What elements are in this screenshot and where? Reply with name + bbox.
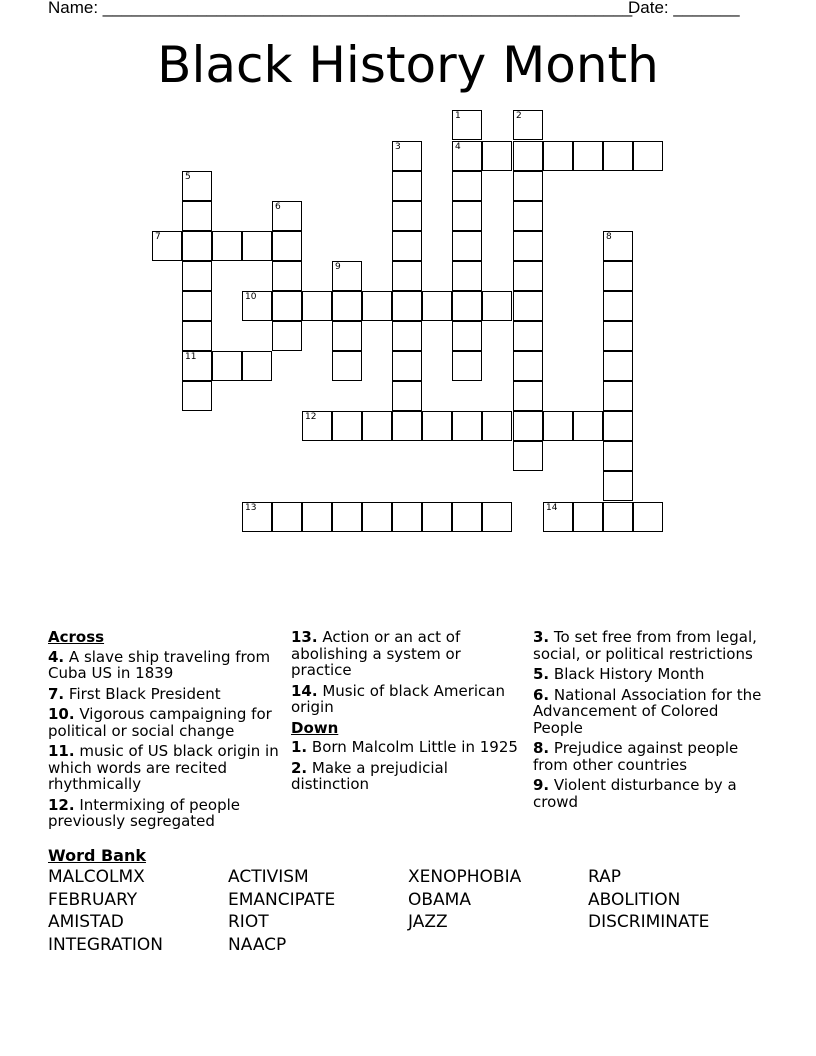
crossword-cell[interactable] bbox=[332, 411, 362, 441]
crossword-cell[interactable] bbox=[573, 502, 603, 532]
crossword-cell[interactable] bbox=[603, 441, 633, 471]
crossword-cell[interactable] bbox=[513, 261, 543, 291]
crossword-cell[interactable] bbox=[392, 351, 422, 381]
crossword-cell[interactable] bbox=[513, 110, 543, 140]
clue-column-2 bbox=[291, 629, 521, 797]
crossword-cell[interactable] bbox=[422, 502, 452, 532]
crossword-cell[interactable] bbox=[392, 381, 422, 411]
crossword-cell[interactable] bbox=[482, 502, 512, 532]
crossword-cell[interactable] bbox=[603, 502, 633, 532]
crossword-cell[interactable] bbox=[332, 291, 362, 321]
crossword-cell[interactable] bbox=[513, 321, 543, 351]
crossword-cell[interactable] bbox=[603, 381, 633, 411]
crossword-cell[interactable] bbox=[362, 502, 392, 532]
crossword-cell[interactable] bbox=[452, 502, 482, 532]
crossword-cell[interactable] bbox=[242, 502, 272, 532]
word-bank-item: NAACP bbox=[228, 935, 287, 955]
crossword-cell[interactable] bbox=[603, 321, 633, 351]
name-field-label[interactable]: Name: ________________________________________________________ bbox=[48, 0, 633, 17]
crossword-cell[interactable] bbox=[392, 291, 422, 321]
crossword-cell[interactable] bbox=[513, 351, 543, 381]
clue-down-3: 3. To set free from from legal, social, or political restrictions bbox=[533, 628, 757, 663]
crossword-cell[interactable] bbox=[482, 291, 512, 321]
clue-down-2: 2. Make a prejudicial distinction bbox=[291, 758, 448, 793]
cell-number: 9 bbox=[335, 262, 341, 272]
crossword-cell[interactable] bbox=[422, 411, 452, 441]
crossword-cell[interactable] bbox=[392, 261, 422, 291]
word-bank-item: ACTIVISM bbox=[228, 867, 309, 887]
crossword-cell[interactable] bbox=[603, 351, 633, 381]
clue-down-6: 6. National Association for the Advancement of Colored People bbox=[533, 685, 762, 737]
crossword-cell[interactable] bbox=[603, 261, 633, 291]
crossword-cell[interactable] bbox=[212, 231, 242, 261]
crossword-cell[interactable] bbox=[603, 291, 633, 321]
crossword-cell[interactable] bbox=[272, 201, 302, 231]
crossword-cell[interactable] bbox=[633, 141, 663, 171]
crossword-cell[interactable] bbox=[513, 381, 543, 411]
crossword-cell[interactable] bbox=[242, 351, 272, 381]
crossword-cell[interactable] bbox=[513, 291, 543, 321]
clue-down-9: 9. Violent disturbance by a crowd bbox=[533, 776, 737, 811]
crossword-cell[interactable] bbox=[272, 502, 302, 532]
crossword-cell[interactable] bbox=[182, 231, 212, 261]
crossword-cell[interactable] bbox=[212, 351, 242, 381]
crossword-cell[interactable] bbox=[452, 351, 482, 381]
crossword-cell[interactable] bbox=[603, 231, 633, 261]
crossword-cell[interactable] bbox=[482, 411, 512, 441]
crossword-cell[interactable] bbox=[452, 141, 482, 171]
crossword-cell[interactable] bbox=[332, 321, 362, 351]
crossword-cell[interactable] bbox=[182, 321, 212, 351]
clue-across-10: 10. Vigorous campaigning for political or social change bbox=[48, 705, 272, 740]
clue-column-3 bbox=[533, 629, 768, 814]
crossword-cell[interactable] bbox=[543, 502, 573, 532]
crossword-cell[interactable] bbox=[152, 231, 182, 261]
clue-down-8: 8. Prejudice against people from other countries bbox=[533, 739, 739, 774]
crossword-cell[interactable] bbox=[513, 411, 543, 441]
cell-number: 13 bbox=[245, 503, 257, 513]
word-bank-item: INTEGRATION bbox=[48, 935, 163, 955]
crossword-cell[interactable] bbox=[182, 171, 212, 201]
clue-across-12: 12. Intermixing of people previously segregated bbox=[48, 795, 240, 830]
word-bank-item: EMANCIPATE bbox=[228, 890, 336, 910]
crossword-cell[interactable] bbox=[302, 502, 332, 532]
clue-across-7: 7. First Black President bbox=[48, 684, 221, 703]
crossword-cell[interactable] bbox=[332, 261, 362, 291]
crossword-cell[interactable] bbox=[543, 141, 573, 171]
crossword-cell[interactable] bbox=[513, 201, 543, 231]
crossword-cell[interactable] bbox=[272, 231, 302, 261]
cell-number: 7 bbox=[155, 232, 161, 242]
cell-number: 5 bbox=[185, 172, 191, 182]
word-bank-item: XENOPHOBIA bbox=[408, 867, 522, 887]
crossword-cell[interactable] bbox=[332, 502, 362, 532]
cell-number: 14 bbox=[546, 503, 558, 513]
clue-down-5: 5. Black History Month bbox=[533, 665, 705, 683]
crossword-cell[interactable] bbox=[452, 411, 482, 441]
crossword-cell[interactable] bbox=[242, 291, 272, 321]
crossword-cell[interactable] bbox=[302, 411, 332, 441]
crossword-cell[interactable] bbox=[272, 321, 302, 351]
down-heading: Down bbox=[291, 718, 339, 737]
clue-column-1 bbox=[48, 629, 283, 834]
crossword-cell[interactable] bbox=[513, 171, 543, 201]
word-bank-item: DISCRIMINATE bbox=[588, 912, 710, 932]
crossword-cell[interactable] bbox=[452, 261, 482, 291]
word-bank-item: AMISTAD bbox=[48, 912, 124, 932]
crossword-cell[interactable] bbox=[573, 411, 603, 441]
crossword-cell[interactable] bbox=[332, 351, 362, 381]
crossword-cell[interactable] bbox=[452, 110, 482, 140]
crossword-cell[interactable] bbox=[182, 291, 212, 321]
cell-number: 8 bbox=[606, 232, 612, 242]
crossword-cell[interactable] bbox=[182, 351, 212, 381]
word-bank-item: MALCOLMX bbox=[48, 867, 145, 887]
word-bank-item: FEBRUARY bbox=[48, 890, 138, 910]
clue-across-4: 4. A slave ship traveling from Cuba US in 1839 bbox=[48, 647, 271, 682]
crossword-cell[interactable] bbox=[603, 471, 633, 501]
cell-number: 6 bbox=[275, 202, 281, 212]
cell-number: 4 bbox=[455, 142, 461, 152]
crossword-cell[interactable] bbox=[392, 201, 422, 231]
clue-across-13: 13. Action or an act of abolishing a system or practice bbox=[291, 628, 461, 679]
cell-number: 11 bbox=[185, 352, 197, 362]
crossword-cell[interactable] bbox=[392, 171, 422, 201]
crossword-cell[interactable] bbox=[392, 411, 422, 441]
crossword-cell[interactable] bbox=[422, 291, 452, 321]
cell-number: 2 bbox=[516, 111, 522, 121]
crossword-cell[interactable] bbox=[573, 141, 603, 171]
crossword-cell[interactable] bbox=[513, 441, 543, 471]
word-bank-item: RAP bbox=[588, 867, 622, 887]
crossword-cell[interactable] bbox=[603, 411, 633, 441]
cell-number: 10 bbox=[245, 292, 257, 302]
crossword-cell[interactable] bbox=[302, 291, 332, 321]
crossword-cell[interactable] bbox=[362, 291, 392, 321]
crossword-cell[interactable] bbox=[182, 261, 212, 291]
cell-number: 1 bbox=[455, 111, 461, 121]
crossword-cell[interactable] bbox=[482, 141, 512, 171]
word-bank-item: OBAMA bbox=[408, 890, 471, 910]
crossword-cell[interactable] bbox=[392, 321, 422, 351]
word-bank-item: ABOLITION bbox=[588, 890, 681, 910]
crossword-cell[interactable] bbox=[603, 141, 633, 171]
word-bank-item: JAZZ bbox=[408, 912, 448, 932]
clue-across-14: 14. Music of black American origin bbox=[291, 681, 505, 716]
crossword-cell[interactable] bbox=[272, 291, 302, 321]
crossword-cell[interactable] bbox=[513, 231, 543, 261]
crossword-cell[interactable] bbox=[182, 381, 212, 411]
crossword-cell[interactable] bbox=[452, 231, 482, 261]
crossword-cell[interactable] bbox=[392, 502, 422, 532]
crossword-cell[interactable] bbox=[242, 231, 272, 261]
crossword-cell[interactable] bbox=[452, 291, 482, 321]
word-bank-item: RIOT bbox=[228, 912, 269, 932]
cell-number: 12 bbox=[305, 412, 317, 422]
across-heading: Across bbox=[48, 628, 105, 646]
crossword-cell[interactable] bbox=[272, 261, 302, 291]
clue-down-1: 1. Born Malcolm Little in 1925 bbox=[291, 738, 518, 756]
crossword-cell[interactable] bbox=[362, 411, 392, 441]
date-field-label[interactable]: Date: _______ bbox=[628, 0, 740, 17]
cell-number: 3 bbox=[395, 142, 401, 152]
crossword-cell[interactable] bbox=[392, 231, 422, 261]
crossword-cell[interactable] bbox=[513, 141, 543, 171]
clue-across-11: 11. music of US black origin in which words are recited rhythmically bbox=[48, 742, 279, 793]
crossword-cell[interactable] bbox=[182, 201, 212, 231]
crossword-cell[interactable] bbox=[392, 141, 422, 171]
page-title: Black History Month bbox=[157, 36, 659, 94]
crossword-cell[interactable] bbox=[452, 321, 482, 351]
crossword-cell[interactable] bbox=[633, 502, 663, 532]
crossword-cell[interactable] bbox=[452, 201, 482, 231]
crossword-cell[interactable] bbox=[452, 171, 482, 201]
word-bank-heading: Word Bank bbox=[48, 846, 147, 865]
crossword-cell[interactable] bbox=[543, 411, 573, 441]
